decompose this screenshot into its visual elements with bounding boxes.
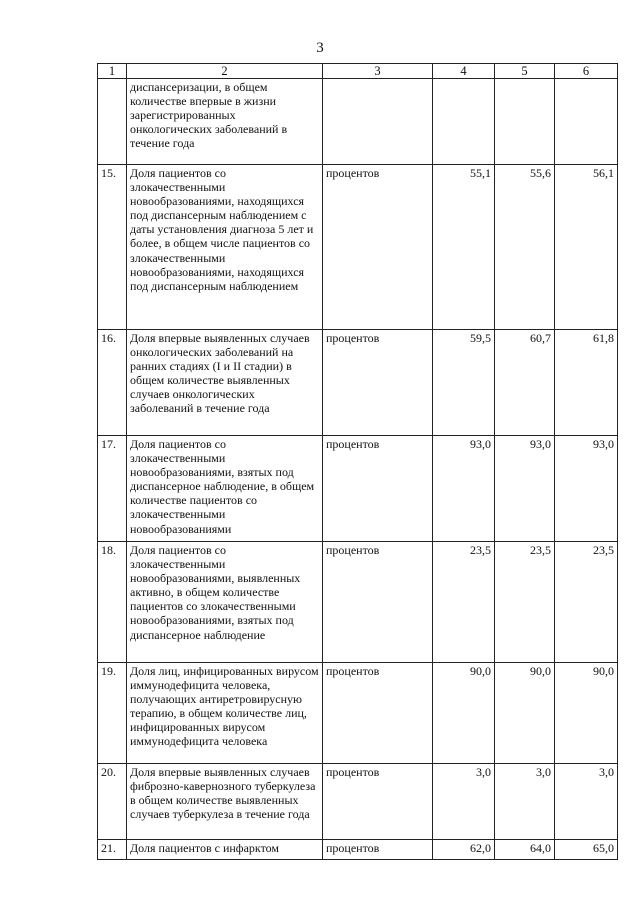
value-col5: 60,7	[495, 330, 555, 436]
value-col6: 90,0	[555, 663, 618, 764]
value-col6: 3,0	[555, 764, 618, 840]
table-row	[98, 436, 618, 542]
value-col4: 93,0	[433, 436, 495, 542]
value-col6: 93,0	[555, 436, 618, 542]
table-row	[98, 79, 618, 165]
unit-cell: процентов	[323, 663, 433, 764]
table-row	[98, 165, 618, 330]
column-header: 6	[555, 64, 618, 79]
unit-cell	[323, 79, 433, 165]
indicators-table	[97, 63, 618, 860]
table-row	[98, 840, 618, 860]
unit-cell: процентов	[323, 330, 433, 436]
column-header: 4	[433, 64, 495, 79]
unit-cell: процентов	[323, 840, 433, 860]
value-col5: 23,5	[495, 542, 555, 663]
value-col6: 61,8	[555, 330, 618, 436]
value-col4: 90,0	[433, 663, 495, 764]
row-number: 15.	[98, 165, 127, 330]
value-col5: 55,6	[495, 165, 555, 330]
indicator-description: Доля пациентов со злокачественными новообразованиями, находящихся под диспансерным наблюдением с даты установления диагноза 5 лет и более, в общем числе пациентов со злокачественными новообразованиями, находящихся под диспансерным наблюдением	[127, 165, 323, 330]
table-row	[98, 764, 618, 840]
row-number: 16.	[98, 330, 127, 436]
row-number: 21.	[98, 840, 127, 860]
column-header: 1	[98, 64, 127, 79]
value-col5	[495, 79, 555, 165]
page-number: 3	[316, 40, 324, 56]
row-number: 20.	[98, 764, 127, 840]
indicator-description: Доля пациентов с инфарктом	[127, 840, 323, 860]
unit-cell: процентов	[323, 165, 433, 330]
row-number: 19.	[98, 663, 127, 764]
table-row	[98, 542, 618, 663]
value-col4	[433, 79, 495, 165]
value-col5: 93,0	[495, 436, 555, 542]
value-col5: 64,0	[495, 840, 555, 860]
value-col5: 3,0	[495, 764, 555, 840]
unit-cell: процентов	[323, 764, 433, 840]
indicator-description: Доля пациентов со злокачественными новообразованиями, взятых под диспансерное наблюдение, в общем количестве пациентов со злокачественными новообразованиями	[127, 436, 323, 542]
value-col4: 59,5	[433, 330, 495, 436]
value-col4: 62,0	[433, 840, 495, 860]
table-row	[98, 663, 618, 764]
indicator-description: диспансеризации, в общем количестве впервые в жизни зарегистрированных онкологических заболеваний в течение года	[127, 79, 323, 165]
value-col6	[555, 79, 618, 165]
row-number	[98, 79, 127, 165]
column-header: 2	[127, 64, 323, 79]
indicator-description: Доля впервые выявленных случаев фиброзно-кавернозного туберкулеза в общем количестве выявленных случаев туберкулеза в течение года	[127, 764, 323, 840]
indicator-description: Доля лиц, инфицированных вирусом иммунодефицита человека, получающих антиретровирусную терапию, в общем количестве лиц, инфицированных вирусом иммунодефицита человека	[127, 663, 323, 764]
value-col4: 23,5	[433, 542, 495, 663]
indicator-description: Доля пациентов со злокачественными новообразованиями, выявленных активно, в общем количестве пациентов со злокачественными новообразованиями, взятых под диспансерное наблюдение	[127, 542, 323, 663]
row-number: 17.	[98, 436, 127, 542]
row-number: 18.	[98, 542, 127, 663]
unit-cell: процентов	[323, 436, 433, 542]
table-header-row	[98, 64, 618, 79]
value-col6: 23,5	[555, 542, 618, 663]
column-header: 5	[495, 64, 555, 79]
indicator-description: Доля впервые выявленных случаев онкологических заболеваний на ранних стадиях (I и II стадии) в общем количестве выявленных случаев онкологических заболеваний в течение года	[127, 330, 323, 436]
column-header: 3	[323, 64, 433, 79]
value-col5: 90,0	[495, 663, 555, 764]
value-col6: 56,1	[555, 165, 618, 330]
value-col4: 3,0	[433, 764, 495, 840]
value-col4: 55,1	[433, 165, 495, 330]
value-col6: 65,0	[555, 840, 618, 860]
unit-cell: процентов	[323, 542, 433, 663]
table-row	[98, 330, 618, 436]
